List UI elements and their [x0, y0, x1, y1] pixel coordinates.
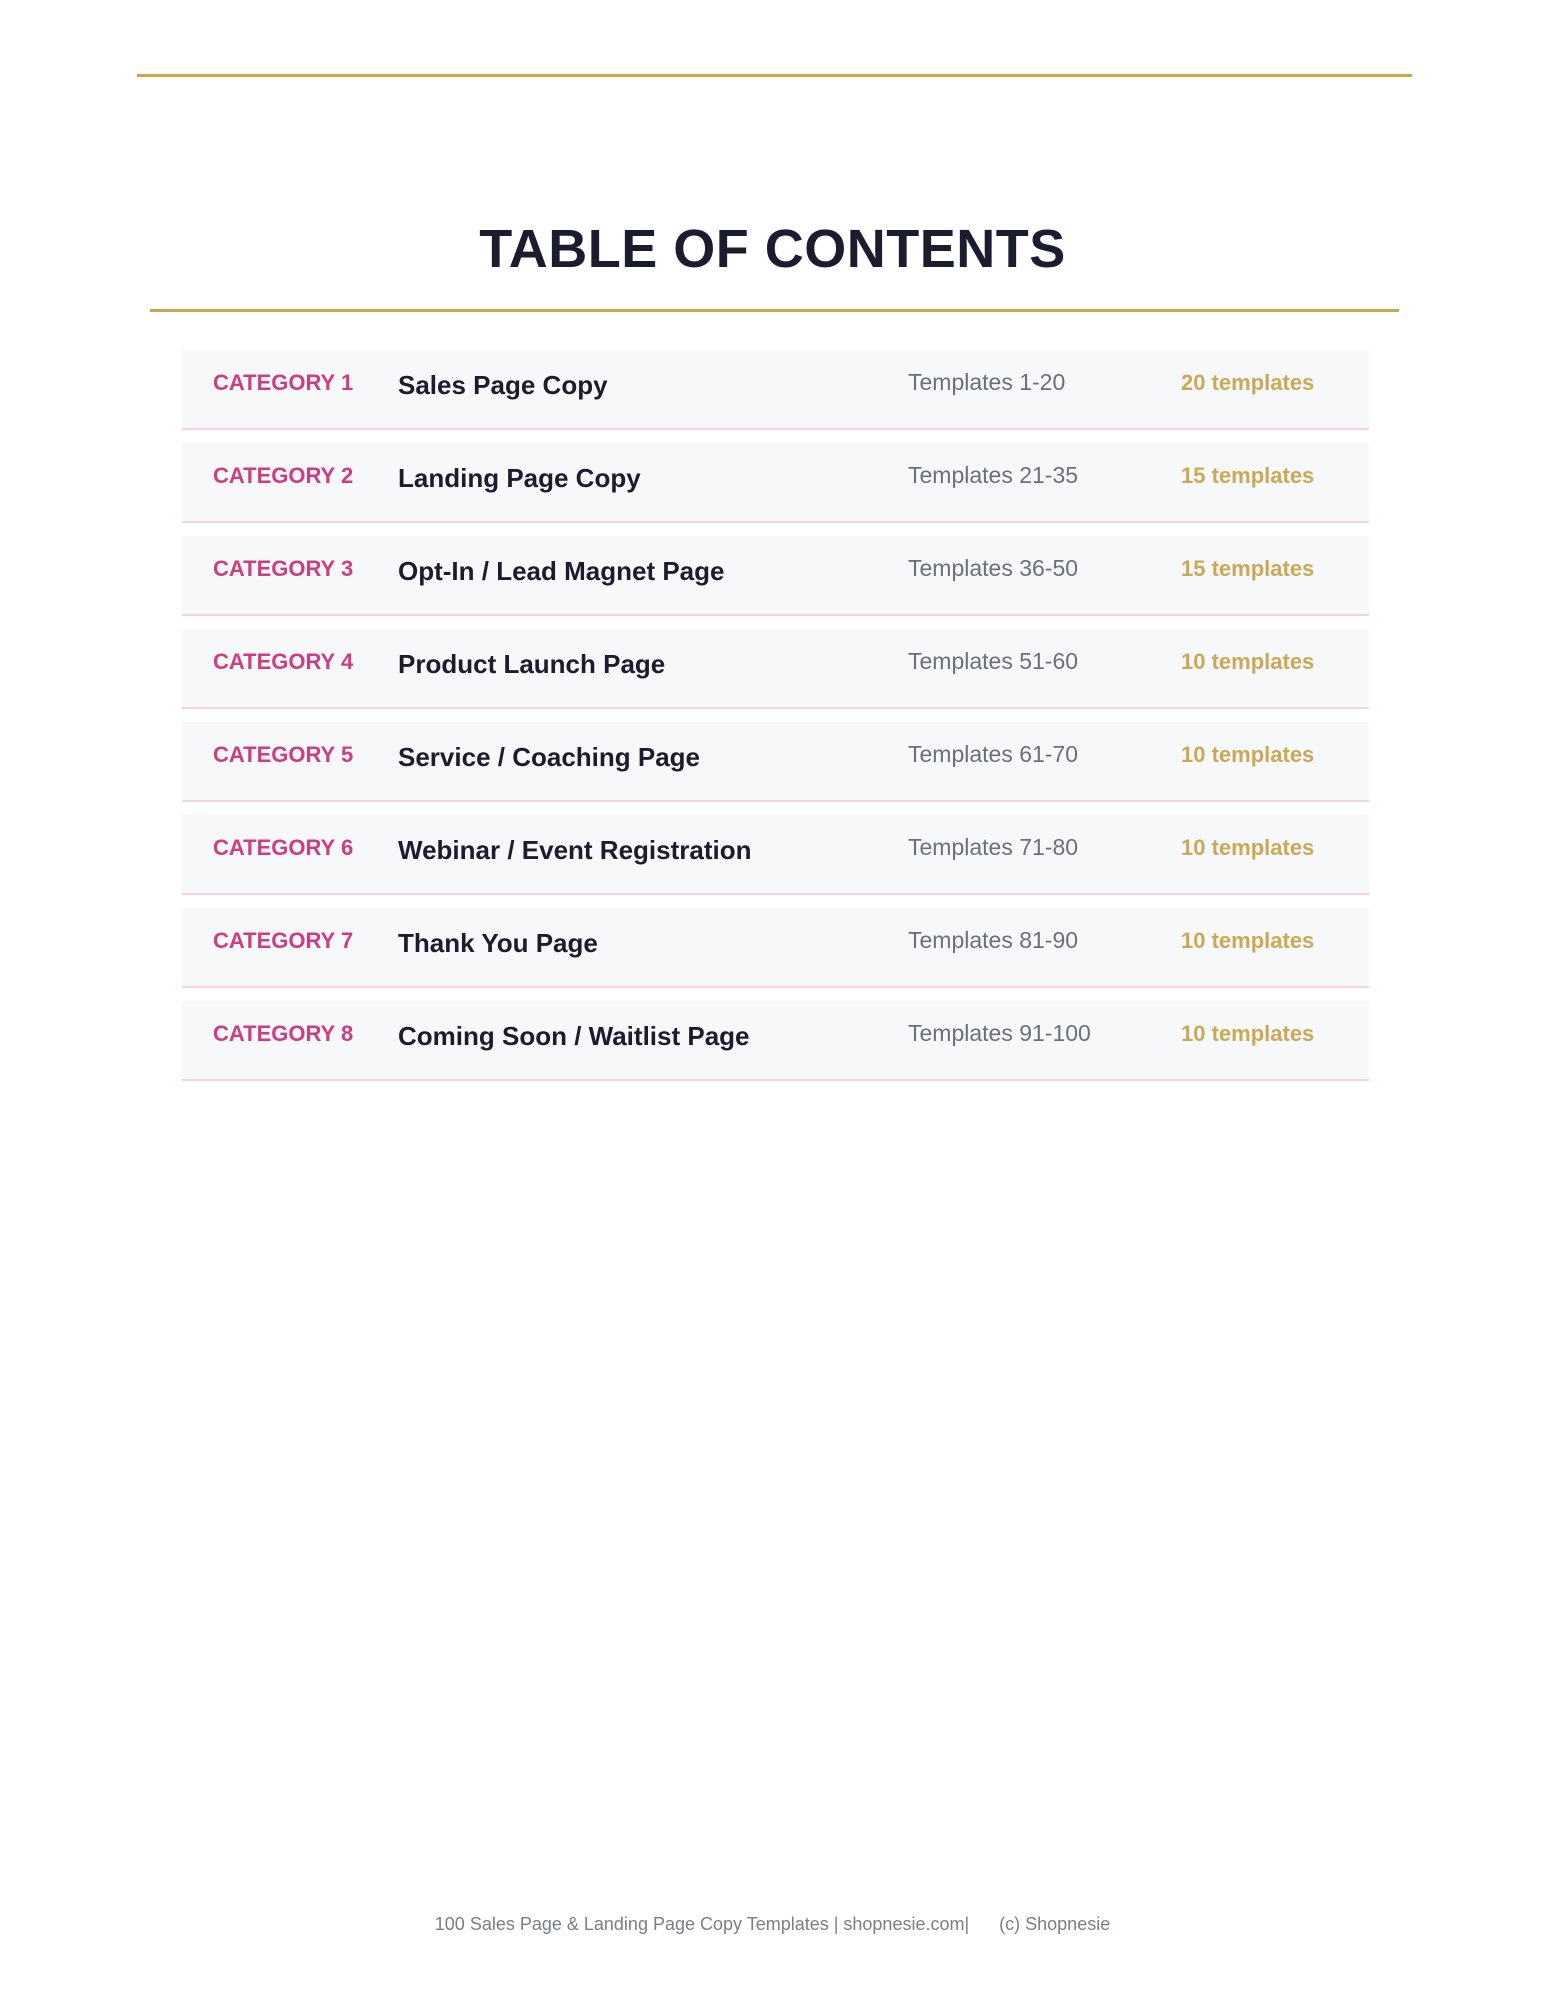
category-name: Landing Page Copy [398, 463, 641, 493]
template-count: 10 templates [1181, 928, 1315, 953]
category-name: Sales Page Copy [398, 370, 608, 400]
toc-row-category-1[interactable] [182, 350, 1369, 430]
template-range: Templates 71-80 [908, 834, 1079, 860]
page-title: TABLE OF CONTENTS [479, 219, 1066, 279]
category-name: Opt-In / Lead Magnet Page [398, 556, 725, 586]
template-count: 20 templates [1181, 370, 1315, 395]
category-label: CATEGORY 6 [213, 835, 354, 860]
category-label: CATEGORY 4 [213, 649, 354, 674]
template-count: 10 templates [1181, 649, 1315, 674]
toc-row-category-8[interactable] [182, 1001, 1369, 1081]
toc-row-category-2[interactable] [182, 443, 1369, 523]
category-name: Coming Soon / Waitlist Page [398, 1021, 750, 1051]
category-name: Webinar / Event Registration [398, 835, 752, 865]
template-range: Templates 1-20 [908, 369, 1066, 395]
category-name: Product Launch Page [398, 649, 666, 679]
category-label: CATEGORY 2 [213, 463, 354, 488]
template-count: 15 templates [1181, 463, 1315, 488]
category-label: CATEGORY 7 [213, 928, 354, 953]
category-label: CATEGORY 5 [213, 742, 354, 767]
page-footer: 100 Sales Page & Landing Page Copy Templates | shopnesie.com| (c) Shopnesie [434, 1914, 1111, 1934]
table-of-contents-list [182, 350, 1369, 1094]
template-count: 10 templates [1181, 1021, 1315, 1046]
toc-row-category-7[interactable] [182, 908, 1369, 988]
template-range: Templates 81-90 [908, 927, 1079, 953]
template-range: Templates 51-60 [908, 648, 1079, 674]
toc-row-category-6[interactable] [182, 815, 1369, 895]
category-label: CATEGORY 3 [213, 556, 354, 581]
template-range: Templates 21-35 [908, 462, 1079, 488]
toc-row-category-5[interactable] [182, 722, 1369, 802]
template-range: Templates 91-100 [908, 1020, 1091, 1046]
template-range: Templates 36-50 [908, 555, 1079, 581]
category-label: CATEGORY 1 [213, 370, 354, 395]
toc-row-category-3[interactable] [182, 536, 1369, 616]
title-gold-rule [150, 309, 1399, 312]
category-label: CATEGORY 8 [213, 1021, 354, 1046]
template-count: 10 templates [1181, 742, 1315, 767]
template-count: 15 templates [1181, 556, 1315, 581]
toc-row-category-4[interactable] [182, 629, 1369, 709]
template-count: 10 templates [1181, 835, 1315, 860]
template-range: Templates 61-70 [908, 741, 1079, 767]
category-name: Service / Coaching Page [398, 742, 701, 772]
category-name: Thank You Page [398, 928, 598, 958]
top-gold-rule [137, 74, 1412, 77]
